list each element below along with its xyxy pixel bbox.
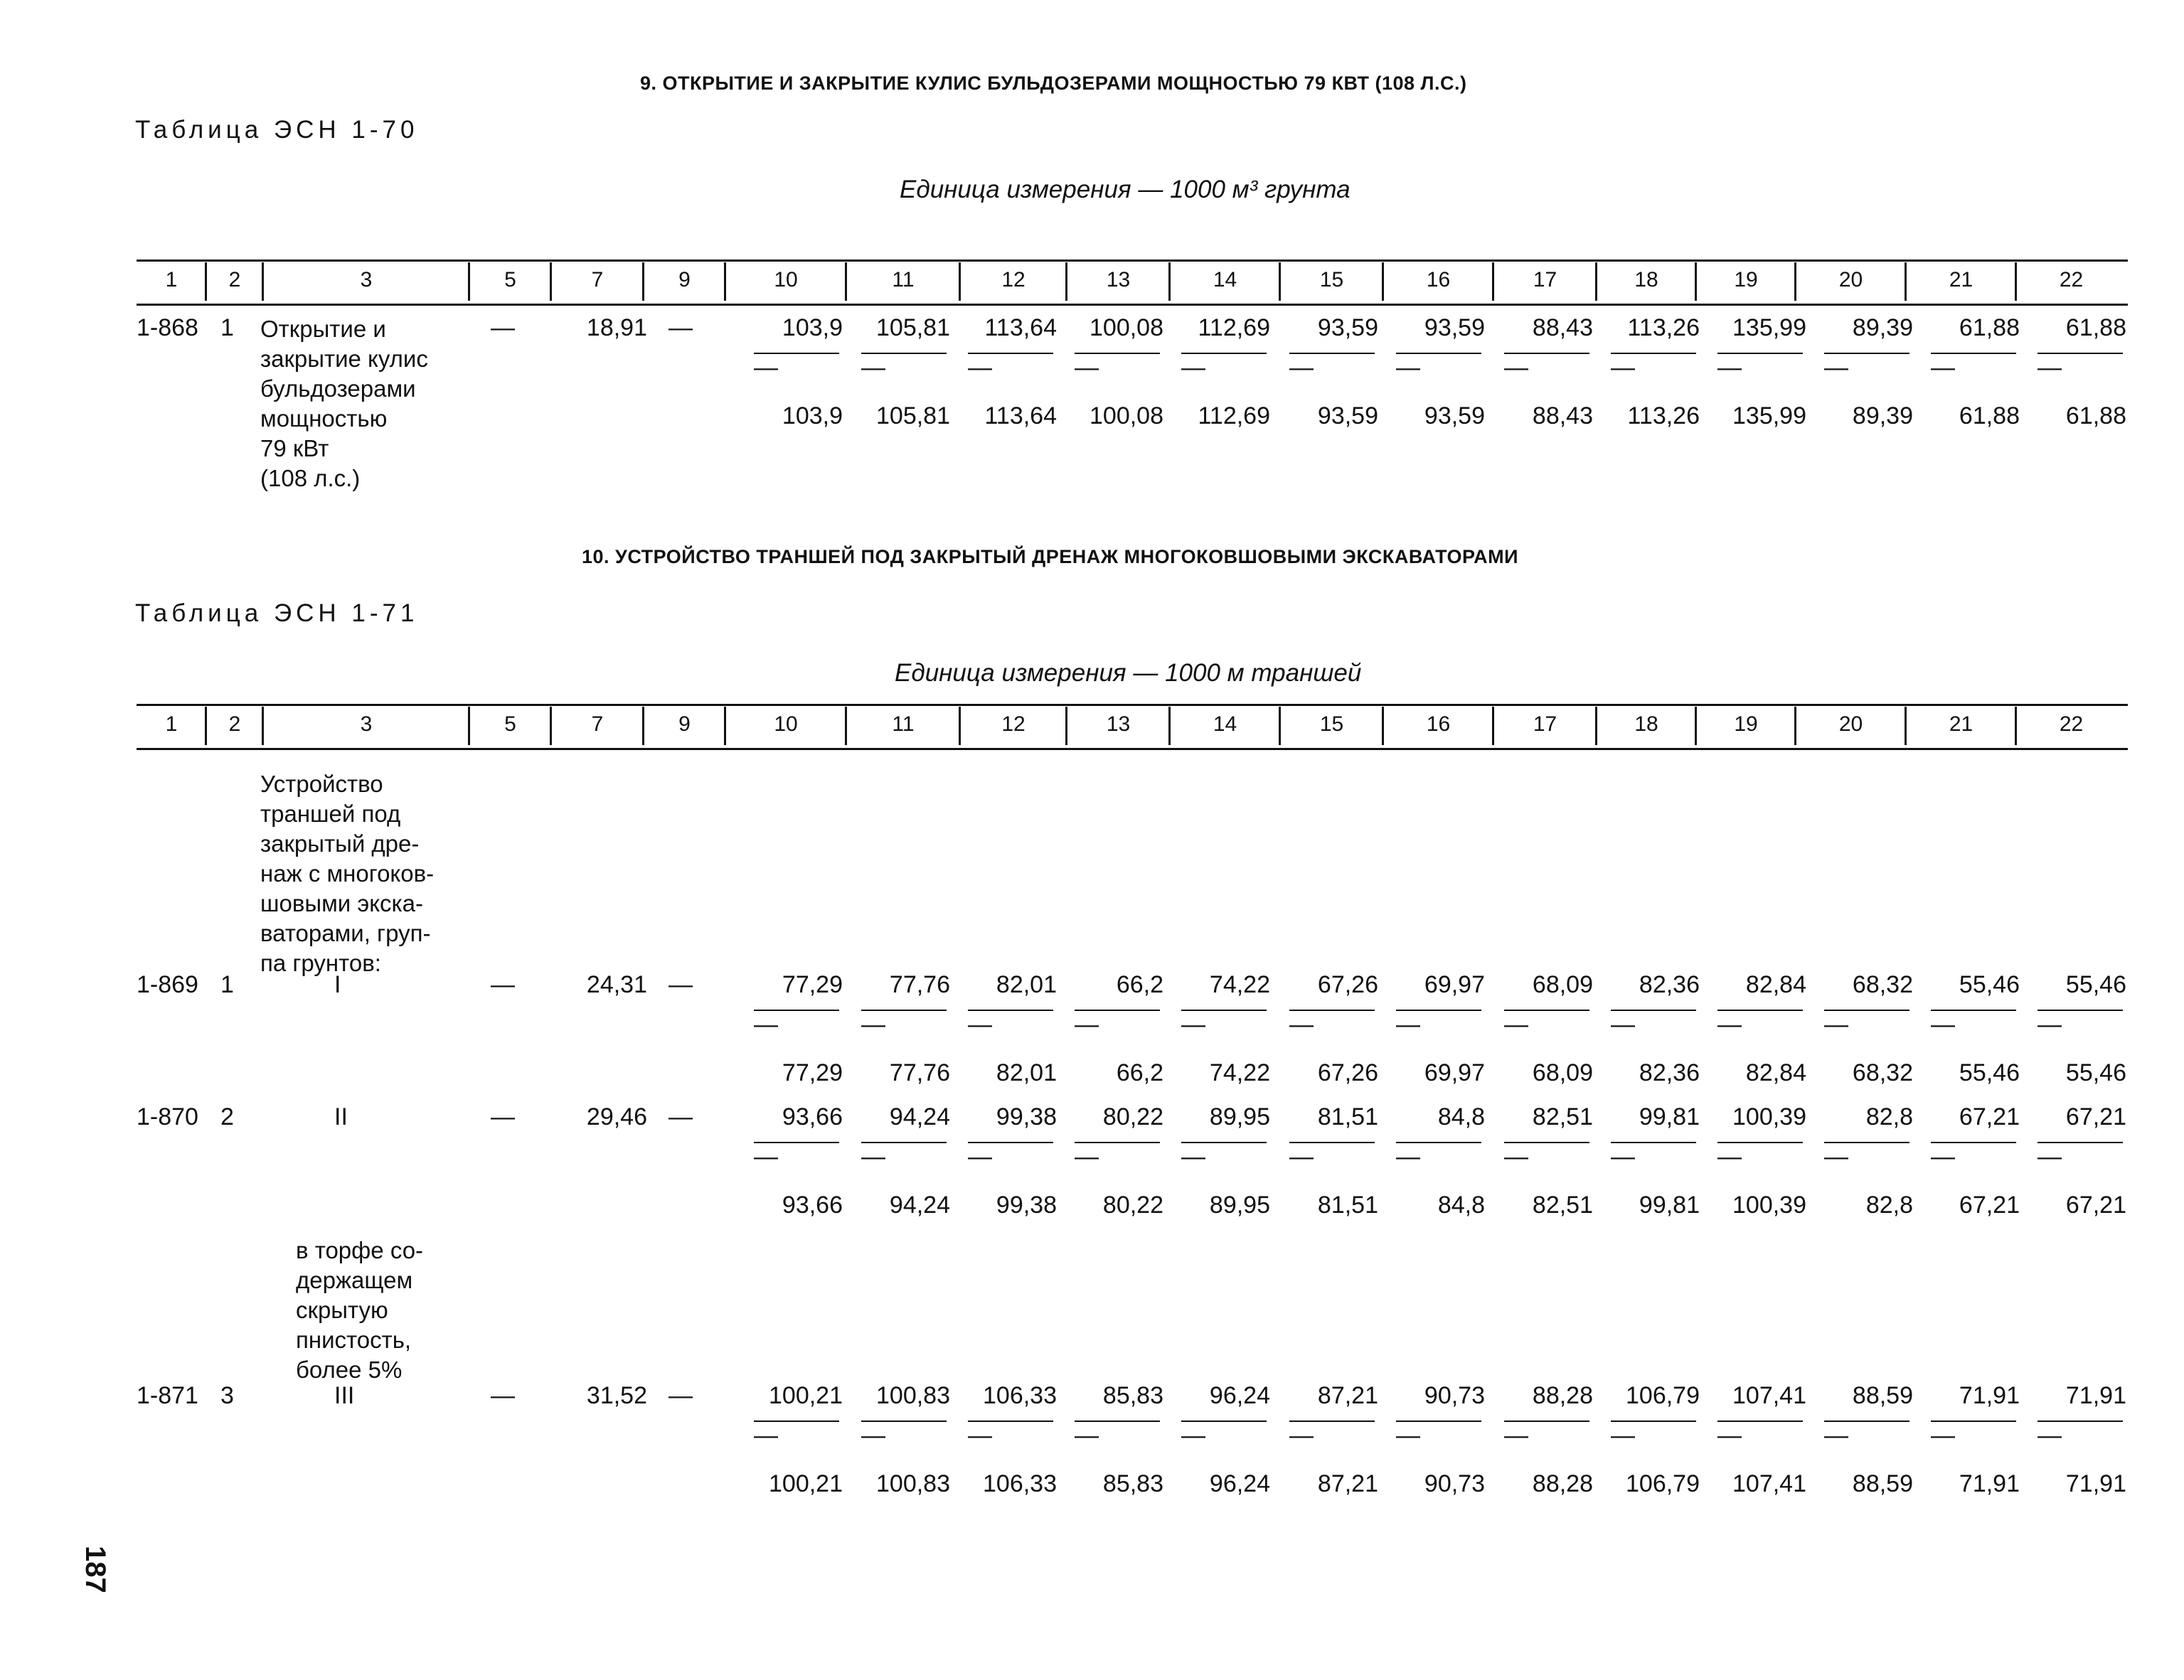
col7-value: 31,52: [586, 1382, 647, 1409]
cost-value: 99,38: [996, 1103, 1057, 1130]
cost-value: 82,36: [1639, 971, 1700, 998]
header-rule-top: [137, 260, 2128, 262]
column-header: 18: [1634, 712, 1658, 736]
section-heading-10: 10. УСТРОЙСТВО ТРАНШЕЙ ПОД ЗАКРЫТЫЙ ДРЕНАЖ МНОГОКОВШОВЫМИ ЭКСКАВАТОРАМИ: [582, 546, 1518, 567]
cost-value: 81,51: [1317, 1103, 1378, 1130]
mid-dash: —: [754, 1422, 778, 1449]
mid-dash: —: [1181, 1422, 1205, 1449]
mid-dash: —: [1289, 1422, 1314, 1449]
column-divider: [845, 707, 847, 745]
col5-value: —: [491, 1103, 515, 1130]
cost-value: 100,83: [876, 1382, 950, 1409]
header-rule-bottom: [137, 304, 2128, 306]
column-divider: [2015, 262, 2017, 301]
cost-value: 68,32: [1852, 971, 1913, 998]
cost-value-bottom: 67,21: [2065, 1192, 2126, 1219]
column-divider: [1382, 262, 1384, 301]
cost-value: 106,33: [983, 1382, 1057, 1409]
unit-label-1-71: Единица измерения — 1000 м траншей: [895, 659, 1362, 687]
column-divider: [959, 707, 961, 745]
row-code: 1-868: [137, 314, 198, 341]
column-divider: [2015, 707, 2017, 745]
column-divider: [1382, 707, 1384, 745]
cost-value-bottom: 82,36: [1639, 1059, 1700, 1086]
mid-dash: —: [1611, 1143, 1635, 1170]
column-divider: [550, 262, 552, 301]
cost-value: 61,88: [2065, 314, 2126, 341]
column-divider: [1279, 707, 1281, 745]
column-divider: [1695, 262, 1697, 301]
mid-dash: —: [861, 354, 885, 381]
cost-value-bottom: 55,46: [1959, 1059, 2020, 1086]
mid-dash: —: [1289, 1011, 1314, 1038]
column-divider: [1492, 262, 1494, 301]
row-code: 1-869: [137, 971, 198, 998]
col9-value: —: [668, 1103, 693, 1130]
cost-value: 80,22: [1102, 1103, 1163, 1130]
column-header: 10: [774, 712, 798, 736]
cost-value-bottom: 84,8: [1437, 1192, 1485, 1219]
cost-value: 66,2: [1116, 971, 1163, 998]
cost-value-bottom: 82,8: [1865, 1192, 1913, 1219]
mid-dash: —: [968, 1011, 992, 1038]
mid-dash: —: [1504, 354, 1528, 381]
cost-value: 103,9: [782, 314, 843, 341]
cost-value: 61,88: [1959, 314, 2020, 341]
column-divider: [959, 262, 961, 301]
section-heading-9: 9. ОТКРЫТИЕ И ЗАКРЫТИЕ КУЛИС БУЛЬДОЗЕРАМИ МОЩНОСТЬЮ 79 КВТ (108 Л.С.): [640, 73, 1467, 94]
row-number: 1: [220, 314, 234, 341]
cost-value-bottom: 67,21: [1959, 1192, 2020, 1219]
column-divider: [845, 262, 847, 301]
mid-dash: —: [754, 1143, 778, 1170]
cost-value: 89,39: [1852, 314, 1913, 341]
cost-value: 113,64: [984, 314, 1057, 341]
column-divider: [468, 262, 470, 301]
column-header: 2: [228, 268, 241, 291]
column-header: 17: [1533, 268, 1557, 291]
column-header: 7: [591, 268, 604, 291]
mid-dash: —: [1717, 1011, 1742, 1038]
cost-value: 74,22: [1209, 971, 1270, 998]
table-label-1-71: Таблица ЭСН 1-71: [135, 599, 419, 627]
mid-dash: —: [861, 1422, 885, 1449]
column-header: 11: [892, 712, 915, 736]
cost-value-bottom: 68,32: [1852, 1059, 1913, 1086]
group-description: Устройство траншей под закрытый дре- наж с многоков- шовыми экска- ваторами, груп- па грунтов:: [260, 771, 435, 976]
column-divider: [1905, 262, 1907, 301]
cost-value-bottom: 94,24: [889, 1192, 950, 1219]
cost-value-bottom: 106,79: [1626, 1470, 1700, 1497]
cost-value-bottom: 74,22: [1209, 1059, 1270, 1086]
column-divider: [1168, 262, 1171, 301]
mid-dash: —: [1396, 1143, 1420, 1170]
column-divider: [468, 707, 470, 745]
cost-value-bottom: 55,46: [2065, 1059, 2126, 1086]
cost-value: 88,43: [1532, 314, 1593, 341]
column-header: 18: [1634, 268, 1658, 291]
mid-dash: —: [968, 354, 992, 381]
mid-dash: —: [1289, 1143, 1314, 1170]
cost-value: 99,81: [1639, 1103, 1700, 1130]
column-header: 15: [1319, 712, 1344, 736]
column-header: 21: [1949, 712, 1973, 736]
mid-dash: —: [1717, 1422, 1742, 1449]
cost-value: 90,73: [1424, 1382, 1485, 1409]
cost-value: 82,8: [1865, 1103, 1913, 1130]
column-header: 15: [1319, 268, 1344, 291]
cost-value-bottom: 100,83: [876, 1470, 950, 1497]
mid-dash: —: [2037, 354, 2062, 381]
column-header: 3: [360, 712, 373, 736]
cost-value: 71,91: [2065, 1382, 2126, 1409]
column-divider: [205, 262, 207, 301]
column-divider: [262, 707, 264, 745]
col9-value: —: [668, 314, 693, 341]
column-header: 12: [1001, 268, 1026, 291]
col5-value: —: [491, 1382, 515, 1409]
cost-value: 87,21: [1317, 1382, 1378, 1409]
row-number: 1: [220, 971, 234, 998]
column-header: 13: [1106, 712, 1131, 736]
cost-value: 55,46: [1959, 971, 2020, 998]
cost-value-bottom: 81,51: [1317, 1192, 1378, 1219]
cost-value-bottom: 99,81: [1639, 1192, 1700, 1219]
unit-label-1-70: Единица измерения — 1000 м³ грунта: [900, 176, 1351, 203]
column-header: 14: [1213, 268, 1237, 291]
cost-value-bottom: 71,91: [1959, 1470, 2020, 1497]
mid-dash: —: [1181, 1143, 1205, 1170]
cost-value-bottom: 107,41: [1732, 1470, 1806, 1497]
cost-value: 100,39: [1732, 1103, 1806, 1130]
mid-dash: —: [1824, 1011, 1848, 1038]
cost-value: 135,99: [1732, 314, 1806, 341]
column-divider: [262, 262, 264, 301]
column-divider: [642, 262, 644, 301]
col5-value: —: [491, 971, 515, 998]
mid-dash: —: [1611, 1422, 1635, 1449]
cost-value-bottom: 112,69: [1198, 402, 1270, 429]
cost-value: 93,66: [782, 1103, 843, 1130]
soil-group: I: [334, 971, 341, 998]
cost-value-bottom: 93,66: [782, 1192, 843, 1219]
column-header: 19: [1734, 712, 1758, 736]
soil-group: III: [334, 1382, 355, 1409]
column-header: 22: [2059, 712, 2084, 736]
cost-value: 112,69: [1198, 314, 1270, 341]
cost-value-bottom: 66,2: [1116, 1059, 1163, 1086]
cost-value-bottom: 100,08: [1090, 402, 1163, 429]
col9-value: —: [668, 971, 693, 998]
cost-value-bottom: 103,9: [782, 402, 843, 429]
cost-value: 100,08: [1090, 314, 1163, 341]
cost-value-bottom: 106,33: [983, 1470, 1057, 1497]
column-divider: [1595, 707, 1597, 745]
mid-dash: —: [968, 1143, 992, 1170]
mid-dash: —: [1931, 1422, 1955, 1449]
cost-value: 85,83: [1102, 1382, 1163, 1409]
column-header: 19: [1734, 268, 1758, 291]
mid-dash: —: [1717, 1143, 1742, 1170]
cost-value-bottom: 113,26: [1627, 402, 1700, 429]
column-divider: [1794, 707, 1796, 745]
row-description: Открытие и закрытие кулис бульдозерами мощностью 79 кВт (108 л.с.): [260, 316, 428, 491]
mid-dash: —: [1075, 1422, 1099, 1449]
mid-dash: —: [1931, 1143, 1955, 1170]
mid-dash: —: [1181, 1011, 1205, 1038]
cost-value: 68,09: [1532, 971, 1593, 998]
col9-value: —: [668, 1382, 693, 1409]
cost-value-bottom: 113,64: [984, 402, 1057, 429]
column-header: 16: [1426, 268, 1451, 291]
column-header: 12: [1001, 712, 1026, 736]
mid-dash: —: [968, 1422, 992, 1449]
cost-value: 77,29: [782, 971, 843, 998]
column-divider: [1168, 707, 1171, 745]
cost-value: 69,97: [1424, 971, 1485, 998]
column-header: 20: [1838, 268, 1863, 291]
mid-dash: —: [1931, 354, 1955, 381]
cost-value-bottom: 82,01: [996, 1059, 1057, 1086]
cost-value: 94,24: [889, 1103, 950, 1130]
column-header: 22: [2059, 268, 2084, 291]
column-divider: [724, 262, 726, 301]
mid-dash: —: [861, 1011, 885, 1038]
cost-value-bottom: 88,59: [1852, 1470, 1913, 1497]
mid-dash: —: [1396, 1422, 1420, 1449]
mid-dash: —: [754, 1011, 778, 1038]
column-header: 13: [1106, 268, 1131, 291]
column-header: 1: [165, 268, 178, 291]
mid-dash: —: [1504, 1011, 1528, 1038]
column-header: 17: [1533, 712, 1557, 736]
column-header: 16: [1426, 712, 1451, 736]
col7-value: 18,91: [586, 314, 647, 341]
column-header: 2: [228, 712, 241, 736]
column-header: 5: [504, 712, 516, 736]
cost-value: 77,76: [889, 971, 950, 998]
mid-dash: —: [1289, 354, 1314, 381]
cost-value: 82,84: [1745, 971, 1806, 998]
cost-value: 106,79: [1626, 1382, 1700, 1409]
cost-value: 107,41: [1732, 1382, 1806, 1409]
mid-dash: —: [1824, 354, 1848, 381]
cost-value-bottom: 85,83: [1102, 1470, 1163, 1497]
mid-dash: —: [1611, 354, 1635, 381]
col5-value: —: [491, 314, 515, 341]
mid-dash: —: [1931, 1011, 1955, 1038]
column-header: 9: [678, 712, 691, 736]
cost-value: 67,21: [1959, 1103, 2020, 1130]
cost-value-bottom: 61,88: [2065, 402, 2126, 429]
mid-dash: —: [2037, 1422, 2062, 1449]
column-divider: [1065, 262, 1067, 301]
column-divider: [1595, 262, 1597, 301]
mid-dash: —: [2037, 1143, 2062, 1170]
column-header: 5: [504, 268, 516, 291]
cost-value-bottom: 82,51: [1532, 1192, 1593, 1219]
column-header: 10: [774, 268, 798, 291]
cost-value: 55,46: [2065, 971, 2126, 998]
row-code: 1-870: [137, 1103, 198, 1130]
column-divider: [550, 707, 552, 745]
cost-value: 82,51: [1532, 1103, 1593, 1130]
column-header: 21: [1949, 268, 1973, 291]
cost-value-bottom: 90,73: [1424, 1470, 1485, 1497]
column-header: 11: [892, 268, 915, 291]
column-divider: [724, 707, 726, 745]
column-divider: [1695, 707, 1697, 745]
cost-value-bottom: 80,22: [1102, 1192, 1163, 1219]
cost-value-bottom: 67,26: [1317, 1059, 1378, 1086]
cost-value-bottom: 96,24: [1209, 1470, 1270, 1497]
cost-value-bottom: 87,21: [1317, 1470, 1378, 1497]
cost-value: 67,26: [1317, 971, 1378, 998]
row-code: 1-871: [137, 1382, 198, 1409]
mid-dash: —: [1075, 1011, 1099, 1038]
cost-value: 88,59: [1852, 1382, 1913, 1409]
cost-value-bottom: 82,84: [1745, 1059, 1806, 1086]
mid-dash: —: [861, 1143, 885, 1170]
mid-dash: —: [1396, 1011, 1420, 1038]
mid-dash: —: [1611, 1011, 1635, 1038]
col7-value: 29,46: [586, 1103, 647, 1130]
cost-value-bottom: 71,91: [2065, 1470, 2126, 1497]
cost-value-bottom: 69,97: [1424, 1059, 1485, 1086]
cost-value-bottom: 105,81: [876, 402, 950, 429]
column-header: 20: [1838, 712, 1863, 736]
cost-value: 88,28: [1532, 1382, 1593, 1409]
cost-value: 89,95: [1209, 1103, 1270, 1130]
cost-value: 71,91: [1959, 1382, 2020, 1409]
mid-dash: —: [1075, 1143, 1099, 1170]
cost-value-bottom: 93,59: [1317, 402, 1378, 429]
mid-dash: —: [1504, 1143, 1528, 1170]
cost-value-bottom: 99,38: [996, 1192, 1057, 1219]
cost-value: 100,21: [769, 1382, 843, 1409]
cost-value: 96,24: [1209, 1382, 1270, 1409]
column-header: 14: [1213, 712, 1237, 736]
cost-value-bottom: 68,09: [1532, 1059, 1593, 1086]
cost-value-bottom: 61,88: [1959, 402, 2020, 429]
soil-group: II: [334, 1103, 348, 1130]
mid-dash: —: [1824, 1143, 1848, 1170]
column-header: 9: [678, 268, 691, 291]
mid-dash: —: [2037, 1011, 2062, 1038]
cost-value: 93,59: [1424, 314, 1485, 341]
column-divider: [205, 707, 207, 745]
mid-dash: —: [1075, 354, 1099, 381]
cost-value-bottom: 89,95: [1209, 1192, 1270, 1219]
cost-value-bottom: 77,76: [889, 1059, 950, 1086]
mid-dash: —: [1181, 354, 1205, 381]
column-header: 7: [591, 712, 604, 736]
cost-value-bottom: 100,39: [1732, 1192, 1806, 1219]
column-divider: [1065, 707, 1067, 745]
cost-value-bottom: 100,21: [769, 1470, 843, 1497]
cost-value: 113,26: [1627, 314, 1700, 341]
page-number: 187: [79, 1546, 111, 1593]
mid-dash: —: [1504, 1422, 1528, 1449]
column-divider: [1492, 707, 1494, 745]
cost-value: 105,81: [876, 314, 950, 341]
column-header: 1: [165, 712, 178, 736]
cost-value: 93,59: [1317, 314, 1378, 341]
table-label-1-70: Таблица ЭСН 1-70: [135, 116, 419, 144]
cost-value-bottom: 77,29: [782, 1059, 843, 1086]
cost-value: 67,21: [2065, 1103, 2126, 1130]
mid-dash: —: [754, 354, 778, 381]
cost-value-bottom: 88,43: [1532, 402, 1593, 429]
cost-value: 84,8: [1437, 1103, 1485, 1130]
mid-dash: —: [1396, 354, 1420, 381]
cost-value: 82,01: [996, 971, 1057, 998]
cost-value-bottom: 89,39: [1852, 402, 1913, 429]
cost-value-bottom: 93,59: [1424, 402, 1485, 429]
column-divider: [1794, 262, 1796, 301]
header-rule-bottom: [137, 748, 2128, 750]
column-divider: [642, 707, 644, 745]
row-number: 2: [220, 1103, 234, 1130]
cost-value-bottom: 135,99: [1732, 402, 1806, 429]
mid-dash: —: [1717, 354, 1742, 381]
col7-value: 24,31: [586, 971, 647, 998]
column-divider: [1905, 707, 1907, 745]
column-header: 3: [360, 268, 373, 291]
cost-value-bottom: 88,28: [1532, 1470, 1593, 1497]
header-rule-top: [137, 704, 2128, 706]
row-number: 3: [220, 1382, 234, 1409]
peat-description: в торфе со- держащем скрытую пнистость, более 5%: [296, 1237, 424, 1383]
column-divider: [1279, 262, 1281, 301]
mid-dash: —: [1824, 1422, 1848, 1449]
